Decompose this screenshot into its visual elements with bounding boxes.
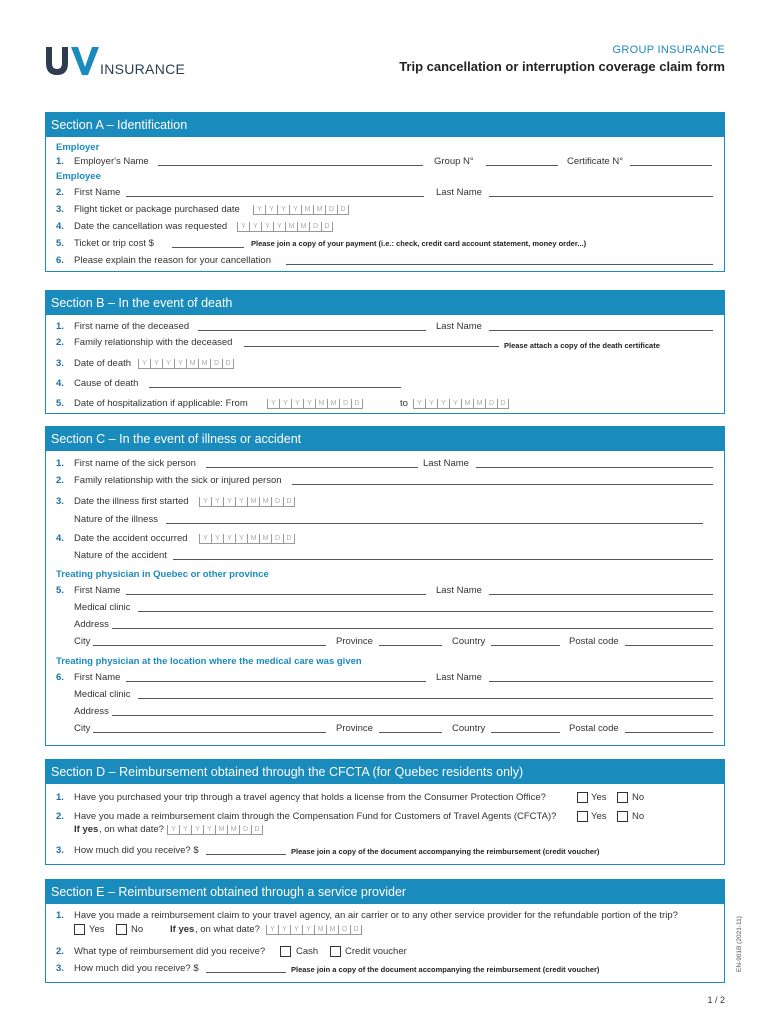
clinic2-field[interactable] <box>138 688 713 699</box>
date-digit-box[interactable]: D <box>325 205 337 215</box>
date-digit-box[interactable]: Y <box>237 222 249 232</box>
d-q3-label: How much did you receive? $ <box>74 845 199 856</box>
date-digit-box[interactable]: Y <box>413 399 425 409</box>
uv-logo <box>44 45 184 79</box>
reason-field[interactable] <box>286 254 713 265</box>
date-digit-box[interactable]: M <box>259 534 271 544</box>
flight-date-row <box>46 203 724 217</box>
date-digit-box[interactable]: Y <box>223 497 235 507</box>
cause-row <box>46 377 724 391</box>
province-label: Province <box>336 636 373 647</box>
city2-row <box>46 722 724 736</box>
death-date-row <box>46 357 724 371</box>
d-q2-row <box>46 810 724 824</box>
date-digit-box[interactable]: Y <box>199 497 211 507</box>
date-digit-box[interactable]: Y <box>261 222 273 232</box>
physician-qc-heading: Treating physician in Quebec or other province <box>56 569 269 580</box>
date-digit-box[interactable]: D <box>283 497 295 507</box>
physician2-first-field[interactable] <box>126 671 426 682</box>
deceased-relation-field[interactable] <box>244 336 499 347</box>
accident-nature-label: Nature of the accident <box>74 550 167 561</box>
sick-relation-field[interactable] <box>292 474 713 485</box>
physician-first-field[interactable] <box>126 584 426 595</box>
physician2-last-label: Last Name <box>436 672 482 683</box>
accident-date-field[interactable] <box>199 534 295 544</box>
illness-nature-label: Nature of the illness <box>74 514 158 525</box>
date-digit-box[interactable]: Y <box>203 825 215 835</box>
item-number: 5. <box>56 398 64 409</box>
hosp-to-date[interactable] <box>413 399 509 409</box>
date-digit-box[interactable]: M <box>297 222 309 232</box>
item-number: 3. <box>56 496 64 507</box>
section-b <box>45 290 725 414</box>
physician-first-label: First Name <box>74 585 121 596</box>
city-field[interactable] <box>93 635 326 646</box>
date-digit-box[interactable]: D <box>251 825 263 835</box>
flight-date-field[interactable] <box>253 205 349 215</box>
clinic-field[interactable] <box>138 601 713 612</box>
item-number: 5. <box>56 238 64 249</box>
date-digit-box[interactable]: Y <box>291 399 303 409</box>
province-field[interactable] <box>379 635 442 646</box>
e-ifyes-label: , on what date? <box>195 924 260 935</box>
date-digit-box[interactable]: D <box>339 399 351 409</box>
cost-row <box>46 237 724 251</box>
country2-field[interactable] <box>491 722 560 733</box>
sick-last-label: Last Name <box>423 458 469 469</box>
item-number: 2. <box>56 187 64 198</box>
e-q1-answer-row <box>46 923 724 937</box>
item-number: 1. <box>56 458 64 469</box>
d-q1-no-label: No <box>632 792 645 803</box>
address-row <box>46 618 724 632</box>
d-q1-no-checkbox[interactable] <box>617 792 628 803</box>
e-q1-no-checkbox[interactable] <box>116 924 127 935</box>
employee-heading: Employee <box>56 171 101 182</box>
date-digit-box[interactable]: Y <box>425 399 437 409</box>
section-c <box>45 426 725 746</box>
d-q2-no-checkbox[interactable] <box>617 811 628 822</box>
employer-name-field[interactable] <box>158 155 423 166</box>
d-q1-row <box>46 791 724 805</box>
item-number: 6. <box>56 255 64 266</box>
physician-loc-heading-row <box>46 655 724 669</box>
accident-date-row <box>46 532 724 546</box>
hosp-from-date[interactable] <box>267 399 363 409</box>
cancel-date-field[interactable] <box>237 222 333 232</box>
city-row <box>46 635 724 649</box>
illness-nature-row <box>46 513 724 527</box>
postal2-field[interactable] <box>625 722 713 733</box>
date-digit-box[interactable]: D <box>350 925 362 935</box>
date-digit-box[interactable]: D <box>309 222 321 232</box>
date-digit-box[interactable]: Y <box>138 359 150 369</box>
date-digit-box[interactable]: Y <box>249 222 261 232</box>
certificate-no-label: Certificate N° <box>567 156 624 167</box>
deceased-last-field[interactable] <box>489 320 713 331</box>
last-name-field[interactable] <box>489 186 713 197</box>
date-digit-box[interactable]: Y <box>273 222 285 232</box>
section-d-title: Section D – Reimbursement obtained through the CFCTA (for Quebec residents only) <box>46 760 724 784</box>
date-digit-box[interactable]: Y <box>162 359 174 369</box>
page-number: 1 / 2 <box>707 995 725 1005</box>
d-q2-label: Have you made a reimbursement claim through the Compensation Fund for Customers of Travel Agents (CFCTA)? <box>74 811 557 822</box>
province2-field[interactable] <box>379 722 442 733</box>
cancel-date-row <box>46 220 724 234</box>
date-digit-box[interactable]: D <box>497 399 509 409</box>
section-a-title: Section A – Identification <box>46 113 724 137</box>
sick-first-label: First name of the sick person <box>74 458 196 469</box>
d-q3-note: Please join a copy of the document accompanying the reimbursement (credit voucher) <box>291 847 600 856</box>
date-digit-box[interactable]: D <box>337 205 349 215</box>
e-voucher-label: Credit voucher <box>345 946 407 957</box>
date-digit-box[interactable]: M <box>326 925 338 935</box>
city2-field[interactable] <box>93 722 326 733</box>
sick-name-row <box>46 457 724 471</box>
item-number: 3. <box>56 204 64 215</box>
item-number: 2. <box>56 475 64 486</box>
date-digit-box[interactable]: Y <box>277 205 289 215</box>
date-digit-box[interactable]: D <box>271 534 283 544</box>
death-date-field[interactable] <box>138 359 234 369</box>
e-q1-label: Have you made a reimbursement claim to your travel agency, an air carrier or to any other service provider for the refundable portion of the trip? <box>74 910 678 921</box>
clinic-row <box>46 601 724 615</box>
physician2-first-label: First Name <box>74 672 121 683</box>
deceased-first-label: First name of the deceased <box>74 321 190 332</box>
date-digit-box[interactable]: Y <box>278 925 290 935</box>
date-digit-box[interactable]: D <box>351 399 363 409</box>
date-digit-box[interactable]: Y <box>235 534 247 544</box>
date-digit-box[interactable]: M <box>259 497 271 507</box>
address2-field[interactable] <box>112 705 713 716</box>
e-reimb-date-field[interactable] <box>266 925 362 935</box>
date-digit-box[interactable]: Y <box>449 399 461 409</box>
date-digit-box[interactable]: Y <box>302 925 314 935</box>
date-digit-box[interactable]: Y <box>303 399 315 409</box>
reason-row <box>46 254 724 268</box>
flight-date-label: Flight ticket or package purchased date <box>74 204 240 215</box>
hospitalization-row <box>46 397 724 411</box>
date-digit-box[interactable]: M <box>285 222 297 232</box>
logo-text: INSURANCE <box>100 61 186 77</box>
death-cert-note: Please attach a copy of the death certificate <box>504 341 660 350</box>
item-number: 2. <box>56 946 64 957</box>
illness-date-row <box>46 495 724 509</box>
date-digit-box[interactable]: D <box>321 222 333 232</box>
d-amount-field[interactable] <box>206 844 286 855</box>
date-digit-box[interactable]: Y <box>167 825 179 835</box>
date-digit-box[interactable]: M <box>315 399 327 409</box>
certificate-no-field[interactable] <box>630 155 712 166</box>
e-cash-checkbox[interactable] <box>280 946 291 957</box>
date-digit-box[interactable]: Y <box>266 925 278 935</box>
page-title: Trip cancellation or interruption coverage claim form <box>399 59 725 74</box>
cost-note: Please join a copy of your payment (i.e.: check, credit card account statement, money order...) <box>251 239 587 248</box>
hospitalization-label: Date of hospitalization if applicable: From <box>74 398 248 409</box>
physician-qc-heading-row <box>46 568 724 582</box>
date-digit-box[interactable]: D <box>271 497 283 507</box>
first-name-field[interactable] <box>126 186 424 197</box>
e-q1-no-label: No <box>131 924 144 935</box>
physician-loc-name-row <box>46 671 724 685</box>
d-q2-yes-checkbox[interactable] <box>577 811 588 822</box>
employer-heading: Employer <box>56 142 100 153</box>
d-q2-yes-label: Yes <box>591 811 607 822</box>
address-field[interactable] <box>112 618 713 629</box>
deceased-name-row <box>46 320 724 334</box>
item-number: 6. <box>56 672 64 683</box>
cost-label: Ticket or trip cost $ <box>74 238 154 249</box>
cause-field[interactable] <box>149 377 401 388</box>
sick-relation-label: Family relationship with the sick or injured person <box>74 475 282 486</box>
deceased-relation-row <box>46 336 724 350</box>
group-label: GROUP INSURANCE <box>612 44 725 56</box>
employee-name-row <box>46 186 724 200</box>
item-number: 4. <box>56 378 64 389</box>
illness-nature-field[interactable] <box>166 513 703 524</box>
date-digit-box[interactable]: Y <box>179 825 191 835</box>
d-q3-row <box>46 844 724 858</box>
date-digit-box[interactable]: Y <box>150 359 162 369</box>
accident-date-label: Date the accident occurred <box>74 533 188 544</box>
date-digit-box[interactable]: Y <box>211 534 223 544</box>
date-digit-box[interactable]: Y <box>265 205 277 215</box>
employee-heading-row <box>46 170 724 184</box>
form-header <box>0 0 770 100</box>
city2-label: City <box>74 723 91 734</box>
date-digit-box[interactable]: Y <box>235 497 247 507</box>
date-digit-box[interactable]: Y <box>253 205 265 215</box>
d-q2-no-label: No <box>632 811 645 822</box>
physician2-last-field[interactable] <box>489 671 713 682</box>
deceased-last-label: Last Name <box>436 321 482 332</box>
e-q3-label: How much did you receive? $ <box>74 963 199 974</box>
country-field[interactable] <box>491 635 560 646</box>
item-number: 4. <box>56 221 64 232</box>
physician-loc-heading: Treating physician at the location where the medical care was given <box>56 656 362 667</box>
form-code: EN-901B (2021-11) <box>736 916 743 972</box>
date-digit-box[interactable]: M <box>314 925 326 935</box>
date-digit-box[interactable]: D <box>485 399 497 409</box>
date-digit-box[interactable]: Y <box>199 534 211 544</box>
sick-last-field[interactable] <box>476 457 713 468</box>
item-number: 3. <box>56 963 64 974</box>
item-number: 1. <box>56 156 64 167</box>
date-digit-box[interactable]: M <box>327 399 339 409</box>
e-q1-yes-checkbox[interactable] <box>74 924 85 935</box>
d-ifyes-row <box>46 823 724 837</box>
date-digit-box[interactable]: D <box>338 925 350 935</box>
accident-nature-row <box>46 549 724 563</box>
province2-label: Province <box>336 723 373 734</box>
d-ifyes-bold: If yes <box>74 824 99 835</box>
date-digit-box[interactable]: Y <box>211 497 223 507</box>
employer-row <box>46 155 724 169</box>
first-name-label: First Name <box>74 187 121 198</box>
clinic-label: Medical clinic <box>74 602 131 613</box>
d-q1-label: Have you purchased your trip through a travel agency that holds a license from the Consumer Protection Office? <box>74 792 546 803</box>
clinic2-label: Medical clinic <box>74 689 131 700</box>
date-digit-box[interactable]: D <box>239 825 251 835</box>
d-q1-yes-checkbox[interactable] <box>577 792 588 803</box>
date-digit-box[interactable]: Y <box>174 359 186 369</box>
date-digit-box[interactable]: Y <box>267 399 279 409</box>
item-number: 3. <box>56 845 64 856</box>
city-label: City <box>74 636 91 647</box>
hosp-to-label: to <box>400 398 408 409</box>
date-digit-box[interactable]: D <box>210 359 222 369</box>
item-number: 5. <box>56 585 64 596</box>
d-ifyes-label: , on what date? <box>99 824 164 835</box>
physician-qc-name-row <box>46 584 724 598</box>
date-digit-box[interactable]: Y <box>191 825 203 835</box>
date-digit-box[interactable]: Y <box>437 399 449 409</box>
item-number: 3. <box>56 358 64 369</box>
address2-row <box>46 705 724 719</box>
section-c-title: Section C – In the event of illness or accident <box>46 427 724 451</box>
employer-heading-row <box>46 141 724 155</box>
date-digit-box[interactable]: Y <box>279 399 291 409</box>
illness-date-label: Date the illness first started <box>74 496 189 507</box>
country-label: Country <box>452 636 486 647</box>
item-number: 1. <box>56 321 64 332</box>
deceased-first-field[interactable] <box>198 320 426 331</box>
e-cash-label: Cash <box>296 946 319 957</box>
item-number: 1. <box>56 910 64 921</box>
item-number: 1. <box>56 792 64 803</box>
date-digit-box[interactable]: M <box>473 399 485 409</box>
postal-field[interactable] <box>625 635 713 646</box>
cost-field[interactable] <box>172 237 244 248</box>
accident-nature-field[interactable] <box>173 549 713 560</box>
address-label: Address <box>74 619 109 630</box>
address2-label: Address <box>74 706 109 717</box>
group-no-label: Group N° <box>434 156 474 167</box>
e-q3-row <box>46 962 724 976</box>
e-amount-field[interactable] <box>206 962 286 973</box>
physician-last-field[interactable] <box>489 584 713 595</box>
death-date-label: Date of death <box>74 358 132 369</box>
date-digit-box[interactable]: Y <box>290 925 302 935</box>
postal-label: Postal code <box>569 636 619 647</box>
e-voucher-checkbox[interactable] <box>330 946 341 957</box>
sick-first-field[interactable] <box>206 457 418 468</box>
item-number: 4. <box>56 533 64 544</box>
country2-label: Country <box>452 723 486 734</box>
e-q1-row <box>46 909 724 923</box>
employer-name-label: Employer's Name <box>74 156 149 167</box>
date-digit-box[interactable]: D <box>283 534 295 544</box>
reason-label: Please explain the reason for your cancellation <box>74 255 271 266</box>
section-e-title: Section E – Reimbursement obtained through a service provider <box>46 880 724 904</box>
illness-date-field[interactable] <box>199 497 295 507</box>
deceased-relation-label: Family relationship with the deceased <box>74 337 233 348</box>
date-digit-box[interactable]: M <box>461 399 473 409</box>
date-digit-box[interactable]: Y <box>289 205 301 215</box>
e-ifyes-bold: If yes <box>170 924 195 935</box>
last-name-label: Last Name <box>436 187 482 198</box>
section-e <box>45 879 725 983</box>
date-digit-box[interactable]: M <box>227 825 239 835</box>
physician-last-label: Last Name <box>436 585 482 596</box>
date-digit-box[interactable]: M <box>198 359 210 369</box>
section-a <box>45 112 725 272</box>
date-digit-box[interactable]: M <box>247 497 259 507</box>
date-digit-box[interactable]: M <box>301 205 313 215</box>
group-no-field[interactable] <box>486 155 558 166</box>
date-digit-box[interactable]: M <box>215 825 227 835</box>
e-q1-yes-label: Yes <box>89 924 105 935</box>
e-q2-label: What type of reimbursement did you receive? <box>74 946 266 957</box>
date-digit-box[interactable]: M <box>313 205 325 215</box>
d-reimb-date-field[interactable] <box>167 825 263 835</box>
section-b-title: Section B – In the event of death <box>46 291 724 315</box>
e-q3-note: Please join a copy of the document accompanying the reimbursement (credit voucher) <box>291 965 600 974</box>
date-digit-box[interactable]: D <box>222 359 234 369</box>
date-digit-box[interactable]: Y <box>223 534 235 544</box>
clinic2-row <box>46 688 724 702</box>
item-number: 2. <box>56 337 64 348</box>
d-q1-yes-label: Yes <box>591 792 607 803</box>
date-digit-box[interactable]: M <box>247 534 259 544</box>
uv-logo-icon <box>44 45 100 77</box>
item-number: 2. <box>56 811 64 822</box>
sick-relation-row <box>46 474 724 488</box>
e-q2-row <box>46 945 724 959</box>
cancel-date-label: Date the cancellation was requested <box>74 221 228 232</box>
cause-label: Cause of death <box>74 378 139 389</box>
section-d <box>45 759 725 865</box>
date-digit-box[interactable]: M <box>186 359 198 369</box>
postal2-label: Postal code <box>569 723 619 734</box>
